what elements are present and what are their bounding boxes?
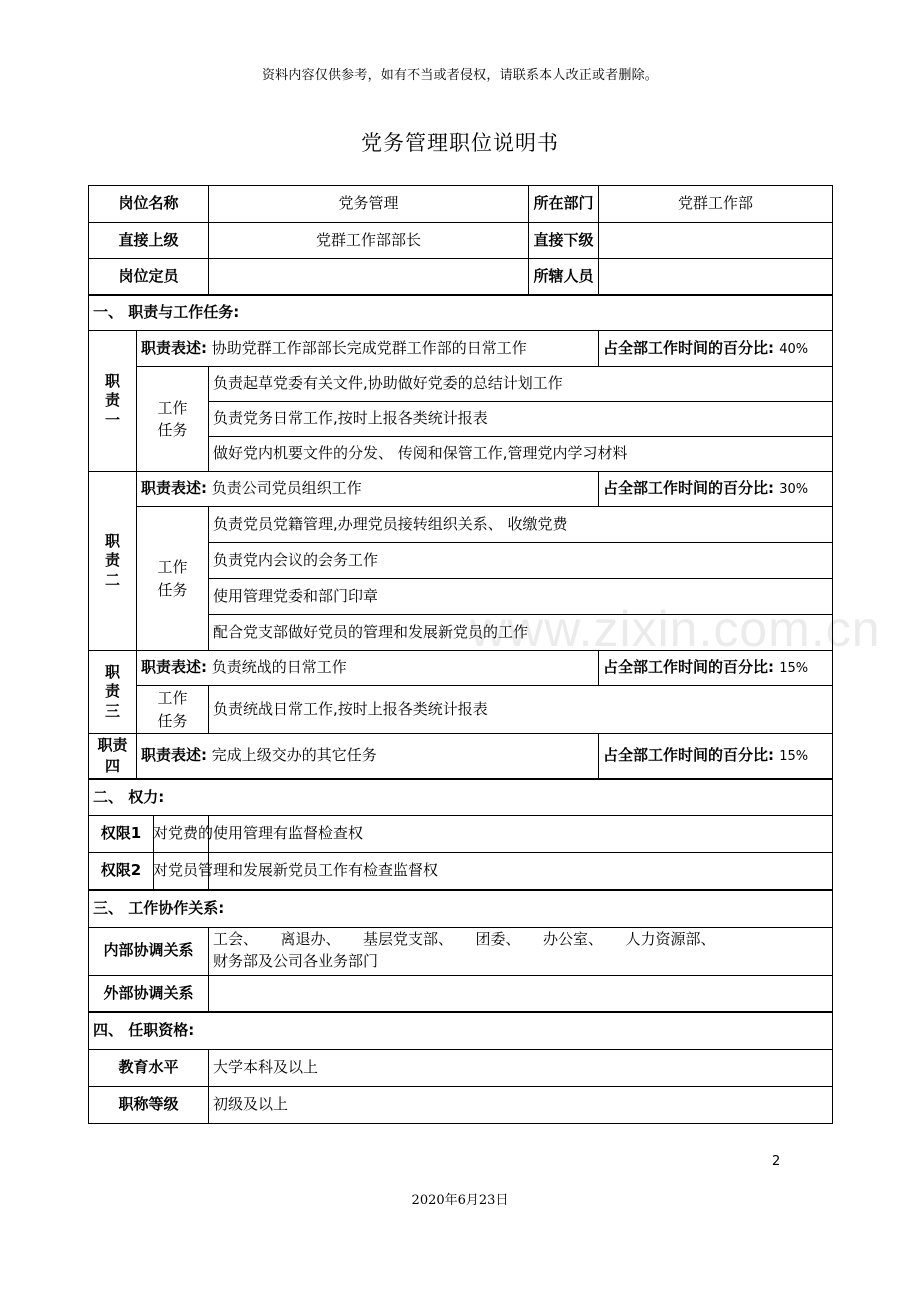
duty3-description: 职责表述: 负责统战的日常工作	[137, 651, 599, 686]
power-2-label: 权限2	[89, 853, 154, 889]
power-row-1	[89, 816, 833, 853]
section4-title: 四、 任职资格:	[89, 1012, 833, 1049]
title-grade-row	[89, 1086, 833, 1123]
position-name-label: 岗位名称	[89, 186, 209, 223]
headcount-value	[209, 259, 529, 295]
department-label: 所在部门	[529, 186, 599, 223]
staff-label: 所辖人员	[529, 259, 599, 295]
subordinate-value	[599, 223, 833, 259]
footer-date: 2020年6月23日	[411, 1193, 509, 1208]
basic-row-1	[89, 186, 833, 223]
duty2-desc-row	[89, 472, 833, 507]
watermark: www.zixin.com.cn	[470, 601, 881, 657]
duty1-name: 职 责 一	[89, 331, 137, 472]
duty1-task-1: 负责起草党委有关文件,协助做好党委的总结计划工作	[209, 367, 833, 402]
job-description-table	[88, 185, 833, 1124]
duty1-percent: 占全部工作时间的百分比: 40%	[599, 331, 833, 367]
duty2-name: 职 责 二	[89, 472, 137, 651]
superior-value: 党群工作部部长	[209, 223, 529, 259]
duty1-desc-row	[89, 331, 833, 367]
basic-row-3	[89, 259, 833, 295]
duty1-description: 职责表述: 协助党群工作部部长完成党群工作部的日常工作	[137, 331, 599, 367]
duty4-desc-row	[89, 734, 833, 779]
duty2-description: 职责表述: 负责公司党员组织工作	[137, 472, 599, 507]
duty1-task-row	[89, 367, 833, 402]
section4-header	[89, 1012, 833, 1049]
duty4-percent: 占全部工作时间的百分比: 15%	[599, 734, 833, 779]
section3-header	[89, 890, 833, 927]
internal-relations-row	[89, 927, 833, 975]
duty2-task-row	[89, 507, 833, 543]
document-title: 党务管理职位说明书	[361, 131, 559, 155]
department-value: 党群工作部	[599, 186, 833, 223]
duty2-task-2: 负责党内会议的会务工作	[209, 543, 833, 579]
staff-value	[599, 259, 833, 295]
power-1-label: 权限1	[89, 816, 154, 852]
section2-header	[89, 779, 833, 816]
internal-relations-label: 内部协调关系	[89, 927, 209, 975]
duty3-name: 职 责 三	[89, 651, 137, 734]
duty3-desc-row	[89, 651, 833, 686]
duty4-description: 职责表述: 完成上级交办的其它任务	[137, 734, 599, 779]
external-relations-value	[209, 975, 833, 1012]
duty3-percent: 占全部工作时间的百分比: 15%	[599, 651, 833, 686]
section1-title: 一、 职责与工作任务:	[89, 295, 833, 331]
duty2-task-3: 使用管理党委和部门印章	[209, 579, 833, 615]
position-name-value: 党务管理	[209, 186, 529, 223]
duty4-name: 职责 四	[89, 734, 137, 779]
duty3-task-label: 工作 任务	[137, 686, 209, 734]
duty2-task-4: 配合党支部做好党员的管理和发展新党员的工作	[209, 615, 833, 651]
power-1-text: 对党费的使用管理有监督检查权	[209, 816, 833, 853]
duty2-percent: 占全部工作时间的百分比: 30%	[599, 472, 833, 507]
duty2-task-label: 工作 任务	[137, 507, 209, 651]
section3-title: 三、 工作协作关系:	[89, 890, 833, 927]
duty3-task-1: 负责统战日常工作,按时上报各类统计报表	[209, 686, 833, 734]
page-number: 2	[772, 1154, 781, 1169]
external-relations-row	[89, 975, 833, 1012]
duty1-task-2: 负责党务日常工作,按时上报各类统计报表	[209, 402, 833, 437]
education-label: 教育水平	[89, 1049, 209, 1086]
education-value: 大学本科及以上	[209, 1049, 833, 1086]
disclaimer-text: 资料内容仅供参考，如有不当或者侵权，请联系本人改正或者删除。	[261, 68, 658, 83]
duty2-task-1: 负责党员党籍管理,办理党员接转组织关系、 收缴党费	[209, 507, 833, 543]
duty1-task-label: 工作 任务	[137, 367, 209, 472]
power-row-2	[89, 853, 833, 891]
internal-relations-value: 工会、 离退办、 基层党支部、 团委、 办公室、 人力资源部、 财务部及公司各业务部门	[209, 927, 833, 975]
power-2-text: 对党员管理和发展新党员工作有检查监督权	[209, 853, 833, 891]
title-grade-value: 初级及以上	[209, 1086, 833, 1123]
title-grade-label: 职称等级	[89, 1086, 209, 1123]
section1-header	[89, 295, 833, 331]
education-row	[89, 1049, 833, 1086]
superior-label: 直接上级	[89, 223, 209, 259]
external-relations-label: 外部协调关系	[89, 975, 209, 1012]
duty1-task-3: 做好党内机要文件的分发、 传阅和保管工作,管理党内学习材料	[209, 437, 833, 472]
duty3-task-row	[89, 686, 833, 734]
subordinate-label: 直接下级	[529, 223, 599, 259]
section2-title: 二、 权力:	[89, 779, 833, 816]
headcount-label: 岗位定员	[89, 259, 209, 295]
basic-row-2	[89, 223, 833, 259]
